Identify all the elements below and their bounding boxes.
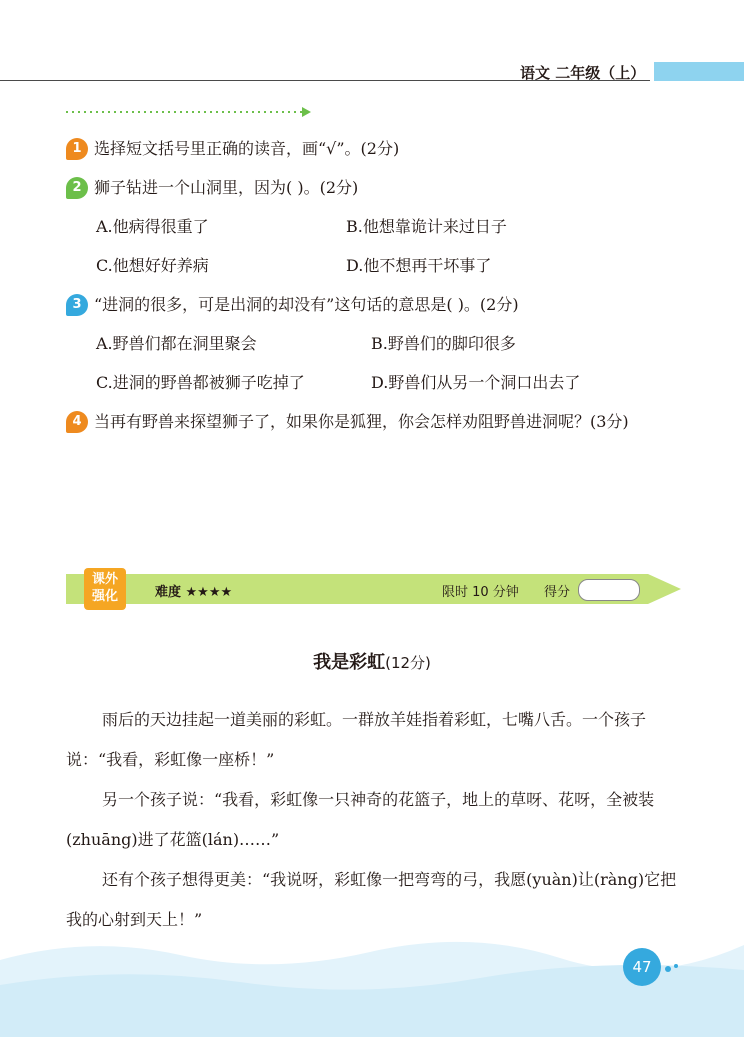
option-c: C.进洞的野兽都被狮子吃掉了 [96, 373, 305, 392]
question-number-badge: 3 [66, 294, 88, 316]
option-a: A.他病得很重了 [96, 217, 209, 236]
header-title: 语文 二年级（上） [520, 64, 646, 82]
story-title [0, 648, 744, 674]
question-2 [66, 177, 358, 199]
option-b: B.野兽们的脚印很多 [371, 334, 516, 353]
story-paragraph-3: 还有个孩子想得更美：“我说呀，彩虹像一把弯弯的弓，我愿(yuàn)让(ràng)它把我的心射到天上！” [66, 870, 677, 929]
question-text: 当再有野兽来探望狮子了，如果你是狐狸，你会怎样劝阻野兽进洞呢？(3分) [94, 412, 629, 431]
option-c: C.他想好好养病 [96, 256, 209, 275]
story-paragraph-1: 雨后的天边挂起一道美丽的彩虹。一群放羊娃指着彩虹，七嘴八舌。一个孩子说：“我看，彩虹像一座桥！” [66, 710, 647, 769]
score-field[interactable] [578, 579, 640, 601]
difficulty-rating: 难度 ★★★★ [155, 585, 233, 600]
question-3 [66, 294, 519, 316]
dotted-arrow-icon [64, 106, 312, 118]
question-number-badge: 1 [66, 138, 88, 160]
option-d: D.他不想再干坏事了 [346, 256, 492, 275]
page-number: 47 [623, 948, 661, 986]
question-text: “进洞的很多，可是出洞的却没有”这句话的意思是( )。(2分) [94, 295, 519, 314]
question-text: 选择短文括号里正确的读音，画“√”。(2分) [94, 139, 400, 158]
option-b: B.他想靠诡计来过日子 [346, 217, 507, 236]
question-number-badge: 4 [66, 411, 88, 433]
option-a: A.野兽们都在洞里聚会 [96, 334, 257, 353]
extracurricular-badge [84, 568, 126, 610]
story-paragraph-2: 另一个孩子说：“我看，彩虹像一只神奇的花篮子，地上的草呀、花呀，全被装(zhuāng)进了花篮(lán)……” [66, 790, 655, 849]
time-limit: 限时 10 分钟 [442, 585, 519, 600]
question-1 [66, 138, 399, 160]
question-number-badge: 2 [66, 177, 88, 199]
bubble-dots-icon [662, 962, 682, 982]
header-accent-bar [654, 62, 744, 81]
badge-line-1: 课外 [91, 572, 118, 587]
question-4 [66, 411, 629, 433]
story-title-text: 我是彩虹 [313, 652, 386, 673]
question-text: 狮子钻进一个山洞里，因为( )。(2分) [94, 178, 359, 197]
story-points: (12分) [385, 654, 431, 672]
badge-line-2: 强化 [91, 589, 118, 604]
score-label: 得分 [544, 585, 571, 600]
option-d: D.野兽们从另一个洞口出去了 [371, 373, 581, 392]
